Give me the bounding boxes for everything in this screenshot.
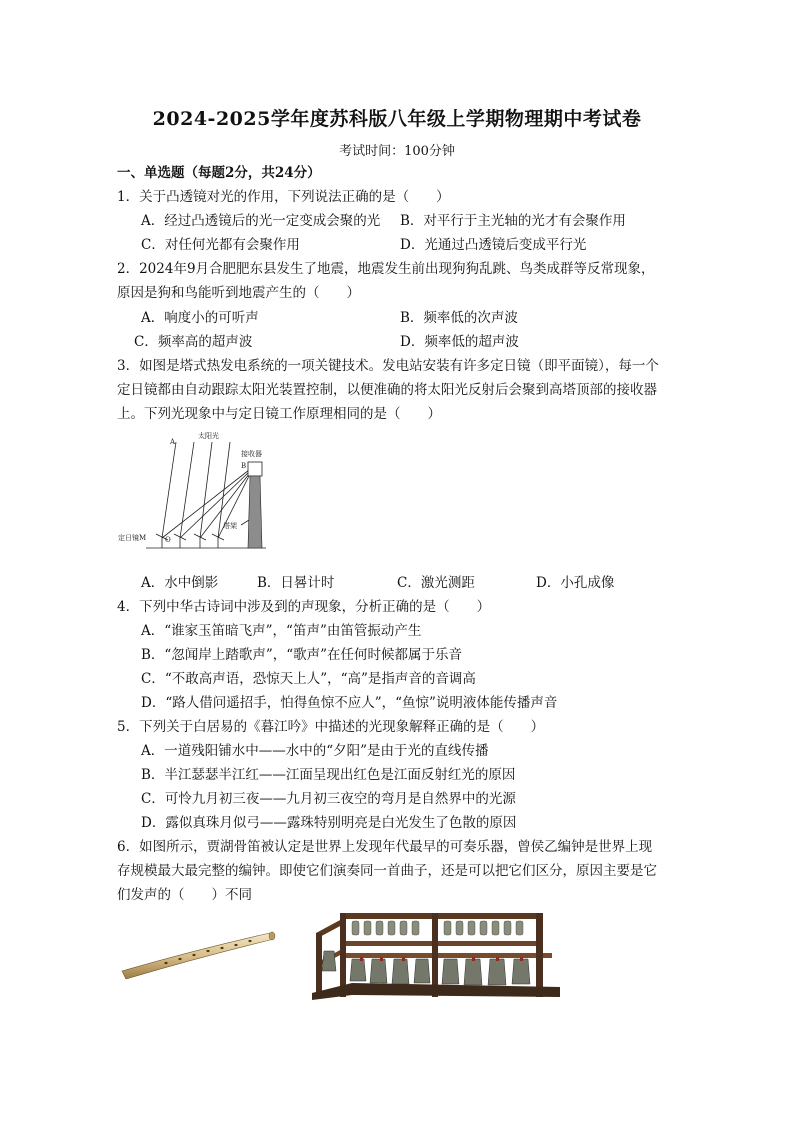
label-b: B bbox=[241, 462, 247, 470]
q3-option-d: D．小孔成像 bbox=[536, 575, 615, 591]
q2-stem-line2: 原因是狗和鸟能听到地震产生的（ ） bbox=[117, 285, 360, 301]
q5-option-b: B．半江瑟瑟半江红——江面呈现出红色是江面反射红光的原因 bbox=[141, 767, 516, 783]
q1-option-c: C．对任何光都有会聚作用 bbox=[141, 237, 300, 253]
q1-option-b: B．对平行于主光轴的光才有会聚作用 bbox=[400, 213, 626, 229]
q4-option-d: D．“路人借问遥招手，怕得鱼惊不应人”，“鱼惊”说明液体能传播声音 bbox=[141, 695, 558, 711]
exam-duration: 考试时间：100分钟 bbox=[339, 144, 455, 159]
page-title: 2024-2025学年度苏科版八年级上学期物理期中考试卷 bbox=[152, 108, 642, 130]
q2-option-b: B．频率低的次声波 bbox=[400, 310, 518, 326]
q2-option-d: D．频率低的超声波 bbox=[400, 334, 519, 350]
label-a: A bbox=[170, 438, 176, 446]
q6-stem-line3: 们发声的（ ）不同 bbox=[117, 887, 252, 903]
q6-stem-line2: 存规模最大最完整的编钟。即使它们演奏同一首曲子，还是可以把它们区分，原因主要是它 bbox=[117, 863, 657, 879]
q5-stem: 5．下列关于白居易的《暮江吟》中描述的光现象解释正确的是（ ） bbox=[117, 719, 545, 735]
label-tower: 塔架 bbox=[223, 522, 237, 530]
q2-stem-line1: 2．2024年9月合肥肥东县发生了地震，地震发生前出现狗狗乱跳、鸟类成群等反常现象， bbox=[117, 261, 655, 277]
q1-option-a: A．经过凸透镜后的光一定变成会聚的光 bbox=[141, 213, 381, 229]
label-o: O bbox=[165, 536, 171, 544]
q5-option-c: C．可怜九月初三夜——九月初三夜空的弯月是自然界中的光源 bbox=[141, 791, 516, 807]
q3-option-a: A．水中倒影 bbox=[141, 575, 219, 591]
q3-stem-line1: 3．如图是塔式热发电系统的一项关键技术。发电站安装有许多定日镜（即平面镜），每一个 bbox=[117, 358, 659, 374]
q5-option-d: D．露似真珠月似弓——露珠特别明亮是白光发生了色散的原因 bbox=[141, 815, 517, 831]
q4-option-b: B．“忽闻岸上踏歌声”，“歌声”在任何时候都属于乐音 bbox=[141, 647, 463, 663]
label-mirror: 定日镜M bbox=[118, 534, 147, 542]
label-receiver: 接收器 bbox=[241, 450, 262, 458]
q6-stem-line1: 6．如图所示，贾湖骨笛被认定是世界上发现年代最早的可奏乐器，曾侯乙编钟是世界上现 bbox=[117, 839, 653, 855]
q2-option-c: C．频率高的超声波 bbox=[134, 334, 253, 350]
label-sunlight: 太阳光 bbox=[198, 432, 219, 440]
q5-option-a: A．一道残阳铺水中——水中的“夕阳”是由于光的直线传播 bbox=[141, 743, 489, 759]
q4-stem: 4．下列中华古诗词中涉及到的声现象，分析正确的是（ ） bbox=[117, 599, 491, 615]
q4-option-c: C．“不敢高声语，恐惊天上人”，“高”是指声音的音调高 bbox=[141, 671, 476, 687]
q2-option-a: A．响度小的可听声 bbox=[141, 310, 259, 326]
q3-stem-line3: 上。下列光现象中与定日镜工作原理相同的是（ ） bbox=[117, 406, 441, 422]
q4-option-a: A．“谁家玉笛暗飞声”，“笛声”由笛管振动产生 bbox=[141, 623, 422, 639]
bianzhong-bells-image bbox=[312, 905, 560, 1000]
q1-option-d: D．光通过凸透镜后变成平行光 bbox=[400, 237, 587, 253]
q3-option-c: C．激光测距 bbox=[397, 575, 475, 591]
solar-tower-diagram bbox=[116, 430, 276, 555]
bone-flute-image bbox=[118, 925, 278, 985]
section-heading: 一、单选题（每题2分，共24分） bbox=[117, 165, 321, 181]
q3-stem-line2: 定日镜都由自动跟踪太阳光装置控制，以便准确的将太阳光反射后会聚到高塔顶部的接收器 bbox=[117, 382, 657, 398]
q3-option-b: B．日晷计时 bbox=[257, 575, 335, 591]
q1-stem: 1．关于凸透镜对光的作用，下列说法正确的是（ ） bbox=[117, 189, 450, 205]
